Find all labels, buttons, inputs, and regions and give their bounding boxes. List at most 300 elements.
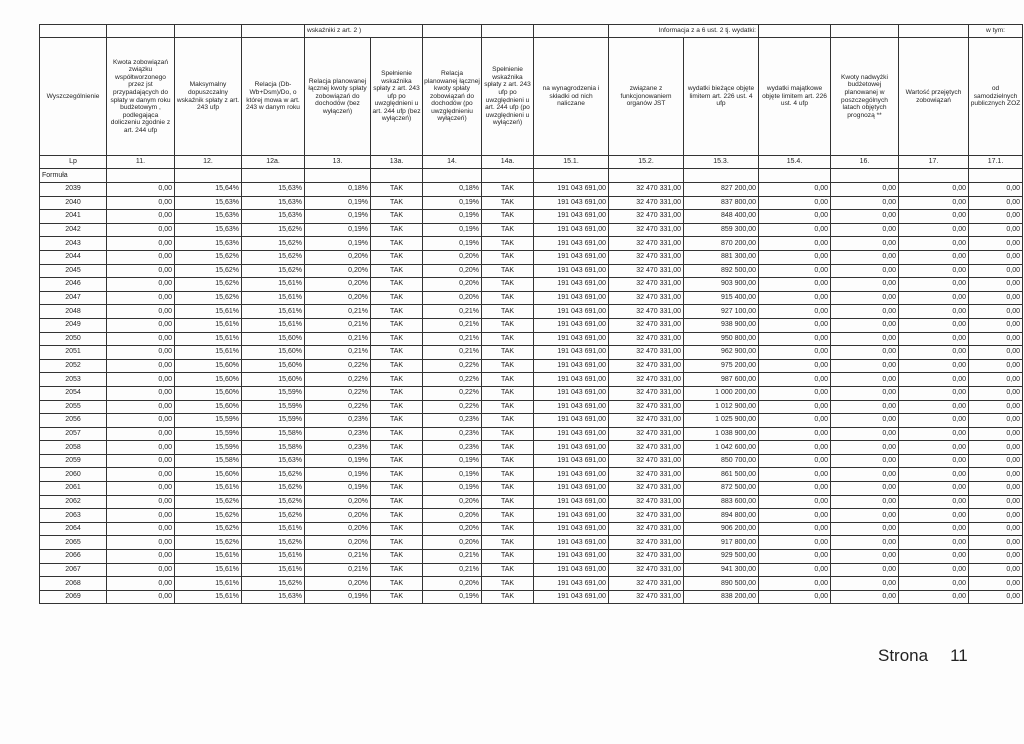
row-year: 2059 (40, 454, 107, 468)
table-cell: 0,23% (423, 427, 482, 441)
row-year: 2043 (40, 237, 107, 251)
table-cell: TAK (371, 482, 423, 496)
table-cell: 0,20% (423, 278, 482, 292)
table-cell: 15,62% (175, 536, 242, 550)
table-cell: 0,21% (305, 346, 371, 360)
table-cell: 0,21% (305, 563, 371, 577)
table-row (40, 250, 1023, 264)
table-row (40, 237, 1023, 251)
table-row (40, 210, 1023, 224)
table-cell: 15,60% (242, 373, 305, 387)
table-cell: 0,00 (969, 590, 1023, 604)
table-cell: 892 500,00 (684, 264, 759, 278)
table-cell: 938 900,00 (684, 318, 759, 332)
table-cell: 917 800,00 (684, 536, 759, 550)
table-cell: 0,00 (831, 509, 899, 523)
table-cell: 0,00 (831, 468, 899, 482)
table-cell: 0,00 (899, 427, 969, 441)
column-header: na wynagrodzenia i składki od nich naliczane (534, 38, 609, 156)
table-row (40, 590, 1023, 604)
table-cell: 0,00 (759, 318, 831, 332)
table-cell: 0,20% (305, 495, 371, 509)
table-cell: 32 470 331,00 (609, 318, 684, 332)
table-cell: 0,00 (107, 590, 175, 604)
table-cell: 15,64% (175, 183, 242, 197)
table-cell: 15,61% (175, 550, 242, 564)
table-cell: 0,00 (831, 577, 899, 591)
column-header: Maksymalny dopuszczalny wskaźnik spłaty z art. 243 ufp (175, 38, 242, 156)
table-cell: 15,62% (242, 495, 305, 509)
row-year: 2065 (40, 536, 107, 550)
table-cell: 0,23% (423, 414, 482, 428)
table-cell: 0,00 (107, 183, 175, 197)
table-cell: 0,00 (969, 427, 1023, 441)
table-cell: 0,00 (969, 346, 1023, 360)
table-cell: 15,59% (242, 400, 305, 414)
row-year: 2045 (40, 264, 107, 278)
table-cell: 0,00 (969, 332, 1023, 346)
row-year: 2062 (40, 495, 107, 509)
table-cell: 0,20% (305, 291, 371, 305)
table-row (40, 563, 1023, 577)
table-cell: 0,00 (759, 183, 831, 197)
table-cell: 0,00 (107, 359, 175, 373)
table-cell: 881 300,00 (684, 250, 759, 264)
row-year: 2040 (40, 196, 107, 210)
table-cell: 32 470 331,00 (609, 196, 684, 210)
table-cell: 0,00 (899, 386, 969, 400)
table-cell: 0,22% (423, 386, 482, 400)
table-cell: 0,00 (107, 482, 175, 496)
table-cell: 15,61% (175, 318, 242, 332)
table-cell: 0,21% (423, 550, 482, 564)
table-cell: 15,61% (242, 563, 305, 577)
row-year: 2044 (40, 250, 107, 264)
row-year: 2061 (40, 482, 107, 496)
table-cell: TAK (482, 550, 534, 564)
table-cell: 915 400,00 (684, 291, 759, 305)
table-cell: 32 470 331,00 (609, 454, 684, 468)
table-cell: 0,00 (831, 359, 899, 373)
table-cell: 0,21% (423, 346, 482, 360)
table-cell: 0,00 (969, 210, 1023, 224)
table-cell: 32 470 331,00 (609, 386, 684, 400)
table-cell: 0,00 (831, 482, 899, 496)
table-cell: 0,00 (831, 536, 899, 550)
table-cell: TAK (371, 196, 423, 210)
table-cell: TAK (482, 386, 534, 400)
table-cell: 0,19% (423, 196, 482, 210)
table-cell: 0,00 (759, 291, 831, 305)
table-cell: 0,00 (969, 522, 1023, 536)
table-cell: 15,61% (242, 318, 305, 332)
table-cell: 0,00 (969, 291, 1023, 305)
table-cell: 927 100,00 (684, 305, 759, 319)
table-cell: 0,23% (423, 441, 482, 455)
table-cell: 15,63% (242, 183, 305, 197)
table-row (40, 577, 1023, 591)
table-cell: 929 500,00 (684, 550, 759, 564)
table-cell: 0,00 (969, 482, 1023, 496)
table-cell: 0,00 (759, 427, 831, 441)
table-cell: 0,00 (759, 509, 831, 523)
table-cell: 15,61% (242, 550, 305, 564)
table-cell: 0,00 (831, 278, 899, 292)
table-cell: 0,00 (899, 563, 969, 577)
table-cell: 15,58% (242, 441, 305, 455)
table-row (40, 414, 1023, 428)
table-cell: 0,00 (969, 509, 1023, 523)
table-cell: 903 900,00 (684, 278, 759, 292)
table-cell: TAK (482, 577, 534, 591)
column-header: od samodzielnych publicznych ZOZ (969, 38, 1023, 156)
group-header-informacja: Informacja z a 6 ust. 2 tj. wydatki: (609, 25, 759, 38)
table-cell: 15,61% (175, 346, 242, 360)
table-cell: 191 043 691,00 (534, 427, 609, 441)
table-cell: 191 043 691,00 (534, 563, 609, 577)
table-cell: 15,61% (175, 305, 242, 319)
table-cell: 15,62% (242, 482, 305, 496)
table-cell: 0,00 (759, 250, 831, 264)
table-cell: 0,00 (107, 536, 175, 550)
table-row (40, 522, 1023, 536)
group-header-row (40, 25, 1023, 38)
table-cell: 0,00 (107, 468, 175, 482)
table-cell: 15,62% (242, 250, 305, 264)
table-cell: 0,00 (759, 278, 831, 292)
table-cell: 0,00 (759, 441, 831, 455)
table-cell: 859 300,00 (684, 223, 759, 237)
table-cell: TAK (371, 291, 423, 305)
column-number: 16. (831, 156, 899, 169)
table-cell: 0,19% (305, 210, 371, 224)
table-cell: 191 043 691,00 (534, 196, 609, 210)
table-cell: 0,00 (899, 318, 969, 332)
column-header: Kwota zobowiązań związku współtworzonego przez jst przypadających do spłaty w danym roku budżetowym , podlegająca doliczeniu zgodnie z art. 244 ufp (107, 38, 175, 156)
table-cell: 0,22% (423, 373, 482, 387)
row-year: 2041 (40, 210, 107, 224)
row-year: 2063 (40, 509, 107, 523)
column-header: Wyszczególnienie (40, 38, 107, 156)
table-cell: TAK (371, 495, 423, 509)
table-cell: 15,60% (242, 359, 305, 373)
row-year: 2053 (40, 373, 107, 387)
table-cell: 0,00 (107, 577, 175, 591)
table-cell: 191 043 691,00 (534, 346, 609, 360)
table-cell: TAK (371, 454, 423, 468)
table-cell: TAK (482, 318, 534, 332)
table-cell: 962 900,00 (684, 346, 759, 360)
table-cell: 15,62% (242, 223, 305, 237)
table-cell: 0,20% (423, 264, 482, 278)
table-cell: TAK (482, 278, 534, 292)
table-cell: 15,58% (242, 427, 305, 441)
column-header: wydatki bieżące objęte limitem art. 226 ust. 4 ufp (684, 38, 759, 156)
table-cell: 0,00 (969, 495, 1023, 509)
table-cell: 191 043 691,00 (534, 441, 609, 455)
table-cell: 32 470 331,00 (609, 550, 684, 564)
table-cell: 0,00 (759, 305, 831, 319)
table-cell: 15,60% (242, 332, 305, 346)
table-cell: 15,62% (175, 495, 242, 509)
table-cell: 0,00 (759, 536, 831, 550)
column-number: 12a. (242, 156, 305, 169)
table-row (40, 400, 1023, 414)
table-cell: 15,61% (175, 563, 242, 577)
column-header: Relacja planowanej łącznej kwoty spłaty zobowiązań do dochodów (po uwzględnieniu wyłączeń) (423, 38, 482, 156)
row-year: 2064 (40, 522, 107, 536)
table-cell: TAK (482, 427, 534, 441)
page-number: 11 (950, 646, 968, 665)
table-cell: 15,61% (175, 590, 242, 604)
table-cell: 0,19% (423, 468, 482, 482)
table-cell: 0,00 (831, 291, 899, 305)
column-header: związane z funkcjonowaniem organów JST (609, 38, 684, 156)
table-cell: 15,59% (175, 414, 242, 428)
table-cell: 861 500,00 (684, 468, 759, 482)
table-cell: 0,19% (305, 590, 371, 604)
column-number: 17.1. (969, 156, 1023, 169)
table-cell: 0,00 (969, 386, 1023, 400)
table-row (40, 264, 1023, 278)
table-cell: 0,00 (107, 373, 175, 387)
table-cell: 0,00 (107, 563, 175, 577)
table-cell: TAK (482, 414, 534, 428)
table-cell: 15,61% (242, 291, 305, 305)
table-cell: 0,00 (759, 468, 831, 482)
table-cell: TAK (482, 223, 534, 237)
table-cell: 0,00 (759, 414, 831, 428)
table-cell: 0,00 (759, 386, 831, 400)
table-cell: TAK (371, 386, 423, 400)
table-cell: 0,19% (423, 482, 482, 496)
table-cell: 0,00 (969, 414, 1023, 428)
table-cell: TAK (482, 183, 534, 197)
table-cell: TAK (482, 291, 534, 305)
table-cell: 0,19% (305, 454, 371, 468)
table-cell: 0,00 (899, 346, 969, 360)
table-cell: 0,00 (759, 577, 831, 591)
table-cell: TAK (482, 454, 534, 468)
table-cell: 0,00 (969, 264, 1023, 278)
table-row (40, 278, 1023, 292)
table-cell: 191 043 691,00 (534, 495, 609, 509)
table-row (40, 196, 1023, 210)
table-cell: 15,60% (175, 400, 242, 414)
table-cell: 0,00 (899, 536, 969, 550)
financial-table (39, 24, 1023, 604)
table-cell: 0,00 (899, 400, 969, 414)
table-row (40, 305, 1023, 319)
table-cell: 987 600,00 (684, 373, 759, 387)
table-row (40, 373, 1023, 387)
row-year: 2048 (40, 305, 107, 319)
table-cell: 0,00 (759, 359, 831, 373)
table-cell: 15,62% (242, 264, 305, 278)
table-cell: 0,00 (107, 318, 175, 332)
table-cell: 191 043 691,00 (534, 590, 609, 604)
table-cell: 0,00 (899, 550, 969, 564)
table-cell: 191 043 691,00 (534, 359, 609, 373)
table-cell: 0,00 (831, 305, 899, 319)
table-cell: 0,00 (899, 237, 969, 251)
table-cell: 0,00 (899, 495, 969, 509)
table-cell: 0,00 (107, 454, 175, 468)
table-cell: TAK (371, 250, 423, 264)
table-cell: 15,62% (242, 237, 305, 251)
table-cell: 191 043 691,00 (534, 332, 609, 346)
table-cell: TAK (371, 400, 423, 414)
table-cell: 0,00 (107, 386, 175, 400)
row-year: 2055 (40, 400, 107, 414)
table-row (40, 509, 1023, 523)
row-year: 2057 (40, 427, 107, 441)
table-cell: 0,00 (107, 522, 175, 536)
row-year: 2066 (40, 550, 107, 564)
table-row (40, 291, 1023, 305)
table-cell: TAK (482, 495, 534, 509)
table-cell: 0,23% (305, 427, 371, 441)
table-cell: 191 043 691,00 (534, 522, 609, 536)
table-cell: 0,00 (759, 495, 831, 509)
table-cell: 0,21% (423, 305, 482, 319)
table-cell: 15,63% (175, 196, 242, 210)
table-cell: 838 200,00 (684, 590, 759, 604)
table-cell: 0,00 (969, 237, 1023, 251)
table-cell: 15,63% (175, 223, 242, 237)
table-cell: 890 500,00 (684, 577, 759, 591)
table-cell: TAK (371, 522, 423, 536)
table-cell: 0,19% (423, 210, 482, 224)
table-cell: TAK (482, 563, 534, 577)
table-cell: 0,22% (305, 373, 371, 387)
table-cell: TAK (482, 264, 534, 278)
table-cell: 0,00 (831, 210, 899, 224)
table-cell: 0,00 (107, 495, 175, 509)
table-cell: 15,60% (175, 386, 242, 400)
table-cell: 894 800,00 (684, 509, 759, 523)
table-cell: 32 470 331,00 (609, 536, 684, 550)
table-cell: 0,19% (423, 454, 482, 468)
table-cell: 15,60% (175, 468, 242, 482)
table-cell: 15,63% (175, 237, 242, 251)
table-cell: 32 470 331,00 (609, 509, 684, 523)
table-cell: 0,00 (969, 577, 1023, 591)
table-cell: 191 043 691,00 (534, 386, 609, 400)
table-cell: 848 400,00 (684, 210, 759, 224)
table-cell: 191 043 691,00 (534, 468, 609, 482)
table-cell: 32 470 331,00 (609, 305, 684, 319)
table-cell: 191 043 691,00 (534, 536, 609, 550)
table-cell: 0,19% (305, 196, 371, 210)
table-cell: 0,00 (899, 278, 969, 292)
table-cell: TAK (482, 482, 534, 496)
table-cell: 0,19% (305, 237, 371, 251)
table-cell: 1 025 900,00 (684, 414, 759, 428)
table-cell: 15,62% (242, 577, 305, 591)
table-cell: 191 043 691,00 (534, 550, 609, 564)
table-cell: 0,00 (759, 210, 831, 224)
table-row (40, 332, 1023, 346)
page-footer (878, 646, 990, 666)
table-row (40, 468, 1023, 482)
table-cell: 191 043 691,00 (534, 305, 609, 319)
table-cell: 0,00 (969, 563, 1023, 577)
table-cell: TAK (482, 400, 534, 414)
table-cell: 32 470 331,00 (609, 468, 684, 482)
table-cell: 15,61% (242, 305, 305, 319)
table-cell: TAK (482, 305, 534, 319)
table-row (40, 183, 1023, 197)
table-cell: TAK (371, 563, 423, 577)
group-header-w-tym: w tym: (969, 25, 1023, 38)
table-cell: 0,00 (899, 210, 969, 224)
table-cell: 0,22% (423, 400, 482, 414)
column-header: wydatki majątkowe objęte limitem art. 226 ust. 4 ufp (759, 38, 831, 156)
table-cell: 0,00 (759, 264, 831, 278)
column-number: 11. (107, 156, 175, 169)
table-row (40, 441, 1023, 455)
table-cell: 15,62% (242, 509, 305, 523)
table-row (40, 359, 1023, 373)
table-cell: 15,59% (242, 386, 305, 400)
table-cell: 0,21% (423, 332, 482, 346)
table-cell: 191 043 691,00 (534, 183, 609, 197)
table-cell: 0,19% (423, 590, 482, 604)
table-cell: 0,00 (899, 414, 969, 428)
table-cell: 0,00 (969, 468, 1023, 482)
table-cell: 15,60% (242, 346, 305, 360)
table-cell: 0,00 (899, 291, 969, 305)
table-cell: 0,00 (831, 318, 899, 332)
table-cell: TAK (482, 250, 534, 264)
table-cell: 15,61% (242, 522, 305, 536)
formula-label: Formuła (40, 169, 107, 183)
table-cell: 0,00 (107, 210, 175, 224)
table-cell: 0,00 (899, 183, 969, 197)
table-cell: 0,22% (305, 359, 371, 373)
table-cell: 0,00 (899, 223, 969, 237)
table-cell: TAK (371, 577, 423, 591)
table-cell: 32 470 331,00 (609, 264, 684, 278)
table-cell: 0,00 (107, 550, 175, 564)
table-cell: TAK (371, 332, 423, 346)
table-cell: 0,00 (969, 454, 1023, 468)
table-cell: 15,61% (175, 482, 242, 496)
table-cell: 0,22% (305, 386, 371, 400)
table-cell: 15,60% (175, 359, 242, 373)
table-row (40, 223, 1023, 237)
table-cell: TAK (371, 223, 423, 237)
table-cell: 0,22% (305, 400, 371, 414)
table-cell: 0,00 (107, 196, 175, 210)
table-cell: 0,00 (831, 223, 899, 237)
table-cell: 941 300,00 (684, 563, 759, 577)
table-cell: 0,00 (899, 482, 969, 496)
table-cell: 0,00 (107, 414, 175, 428)
table-cell: TAK (482, 196, 534, 210)
table-row (40, 427, 1023, 441)
table-row (40, 346, 1023, 360)
table-cell: 0,20% (423, 577, 482, 591)
table-cell: 0,19% (423, 237, 482, 251)
table-cell: 15,62% (175, 522, 242, 536)
row-year: 2052 (40, 359, 107, 373)
group-header-wskazniki: wskaźniki z art. 2 ) (305, 25, 423, 38)
table-cell: 0,00 (899, 468, 969, 482)
table-cell: 0,19% (305, 482, 371, 496)
table-cell: 15,59% (175, 441, 242, 455)
